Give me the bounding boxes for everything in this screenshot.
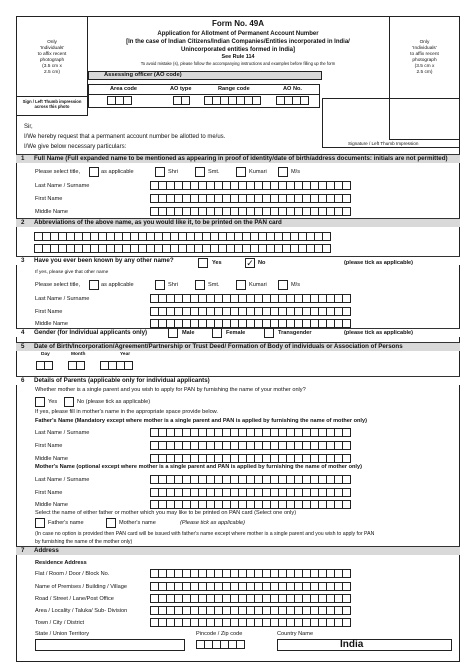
s3-tick-note: (please tick as applicable) [344, 260, 414, 266]
s1-kumari-checkbox[interactable] [236, 167, 246, 177]
s3-if-yes: If yes, please give that other name [35, 270, 109, 275]
char-box[interactable] [342, 307, 351, 316]
s6-mother-last-boxes[interactable] [150, 475, 350, 484]
ao-type-label: AO type [170, 86, 192, 92]
s3-ms-label: M/s [291, 282, 301, 288]
s6-father-last-boxes[interactable] [150, 428, 350, 437]
s1-shri-checkbox[interactable] [155, 167, 165, 177]
s3-first-name-boxes[interactable] [150, 307, 350, 316]
s6-mother-first-label: First Name [35, 490, 63, 496]
particulars-text: I/We give below necessary particulars: [24, 144, 127, 150]
ao-no-label: AO No. [283, 86, 302, 92]
s6-mother-middle-label: Middle Name [35, 502, 68, 508]
char-box[interactable] [342, 606, 351, 615]
s6-tick-note: (Please tick as applicable) [180, 520, 245, 526]
s7-premises-boxes[interactable] [150, 582, 350, 591]
form-title: Application for Allotment of Permanent Account Number [157, 31, 319, 37]
photo-left-text: Only 'Individuals' to affix recent photograph (3.5 cm x 2.5 cm) [37, 40, 67, 75]
form-subtitle-1: [In the case of Indian Citizens/Indian Companies/Entities incorporated in India/ [126, 39, 350, 45]
ao-table-divider [88, 94, 320, 95]
s3-kumari-label: Kumari [249, 282, 267, 288]
s3-no-checkbox[interactable]: ✓ [246, 258, 254, 268]
s6-mother-last-label: Last Name / Surname [35, 477, 90, 483]
s7-area-boxes[interactable] [150, 606, 350, 615]
char-box[interactable] [342, 475, 351, 484]
s3-middle-name-label: Middle Name [35, 321, 68, 327]
s6-father-middle-boxes[interactable] [150, 454, 350, 463]
ao-label: Assessing officer (AO code) [104, 72, 182, 78]
char-box[interactable] [322, 244, 331, 253]
form-instruction-note: To avoid mistake (s), please follow the accompanying instructions and examples before filling up the form [140, 61, 336, 66]
s3-yes-label: Yes [212, 260, 222, 266]
s4-transgender-checkbox[interactable] [264, 328, 274, 338]
s6-if-yes: If yes, please fill in mother's name in the appropriate space provide below. [35, 409, 218, 415]
s5-year-label: Year [120, 352, 131, 357]
s1-middle-name-boxes[interactable] [150, 207, 350, 216]
s3-shri-label: Shri [168, 282, 178, 288]
s6-father-heading: Father's Name (Mandatory except where mother is a single parent and PAN is applied by furnishing the name of mother only) [35, 418, 367, 424]
s2-abbrev-row-1[interactable] [34, 232, 330, 241]
s6-father-last-label: Last Name / Surname [35, 430, 90, 436]
s6-no-label: No (please tick as applicable) [77, 399, 151, 405]
s6-note-line-2: by furnishing the name of the mother only) [35, 539, 133, 545]
section-2-header: 2 Abbreviations of the above name, as you would like it, to be printed on the PAN card [16, 218, 460, 227]
s7-flat-label: Flat / Room / Door / Block No. [35, 571, 110, 577]
s6-mother-heading: Mother's Name (optional except where mother is a single parent and PAN is applied by furnishing the name of mother only) [35, 464, 362, 470]
photo-right-text: Only 'Individuals' to affix recent photograph (3.5 cm x 2.5 cm) [410, 40, 439, 75]
s1-ms-checkbox[interactable] [278, 167, 288, 177]
ao-no-boxes[interactable] [276, 96, 308, 105]
s3-ms-checkbox[interactable] [278, 280, 288, 290]
s6-mothers-name-checkbox[interactable] [106, 518, 116, 528]
char-box[interactable] [342, 569, 351, 578]
s3-last-name-label: Last Name / Surname [35, 296, 90, 302]
s7-country-value: India [340, 639, 364, 650]
char-box[interactable] [342, 441, 351, 450]
s5-year-boxes[interactable] [100, 361, 132, 370]
s7-town-label: Town / City / District [35, 620, 85, 626]
request-text: I/We hereby request that a permanent account number be allotted to me/us. [24, 134, 226, 140]
form-subtitle-2: Unincorporated entities formed in India] [180, 47, 295, 53]
s1-last-name-boxes[interactable] [150, 181, 350, 190]
s4-male-label: Male [182, 330, 195, 336]
s1-select-title-label: Please select title, [35, 169, 81, 175]
char-box[interactable] [342, 319, 351, 328]
s1-first-name-boxes[interactable] [150, 194, 350, 203]
s7-road-label: Road / Street / Lane/Post Office [35, 596, 114, 602]
s6-yes-label: Yes [48, 399, 58, 405]
s6-father-middle-label: Middle Name [35, 456, 68, 462]
s4-male-checkbox[interactable] [168, 328, 178, 338]
s1-title-checkbox[interactable] [89, 167, 99, 177]
s4-transgender-label: Transgender [278, 330, 312, 336]
s3-smt-label: Smt. [208, 282, 220, 288]
s7-country-label: Country Name [277, 631, 314, 637]
s6-no-checkbox[interactable] [64, 397, 74, 407]
s1-shri-label: Shri [168, 169, 178, 175]
char-box[interactable] [342, 181, 351, 190]
section-6-header: 6 Details of Parents (applicable only for individual applicants) [16, 376, 460, 385]
s6-mother-middle-boxes[interactable] [150, 500, 350, 509]
s4-female-label: Female [226, 330, 246, 336]
section-5-header: 5 Date of Birth/Incorporation/Agreement/Partnership or Trust Deed/ Formation of Body of individuals or Association of Persons [16, 342, 460, 351]
s6-fathers-name-label: Father's name [48, 520, 84, 526]
s5-day-label: Day [41, 352, 50, 357]
char-box[interactable] [342, 454, 351, 463]
salutation: Sir, [24, 124, 33, 130]
s4-female-checkbox[interactable] [212, 328, 222, 338]
char-box[interactable] [342, 428, 351, 437]
s7-state-field[interactable] [35, 639, 185, 651]
s7-premises-label: Name of Premises / Building / Village [35, 584, 127, 590]
char-box[interactable] [342, 594, 351, 603]
s3-yes-checkbox[interactable] [198, 258, 208, 268]
s1-first-name-label: First Name [35, 196, 63, 202]
s6-select-text: Select the name of either father or mother which you may like to be printed on PAN card (Select one only) [35, 510, 297, 516]
s3-as-applicable: as applicable [101, 282, 134, 288]
char-box[interactable] [342, 194, 351, 203]
ao-range-code-boxes[interactable] [204, 96, 260, 105]
s1-ms-label: M/s [291, 169, 301, 175]
ao-area-code-boxes[interactable] [107, 96, 131, 105]
s1-smt-label: Smt. [208, 169, 220, 175]
ao-area-code-label: Area code [110, 86, 138, 92]
char-box[interactable] [322, 232, 331, 241]
form-number: Form No. 49A [211, 19, 264, 28]
s1-smt-checkbox[interactable] [195, 167, 205, 177]
s3-title-checkbox[interactable] [89, 280, 99, 290]
s3-middle-name-boxes[interactable] [150, 319, 350, 328]
s6-fathers-name-checkbox[interactable] [35, 518, 45, 528]
s6-father-first-boxes[interactable] [150, 441, 350, 450]
photo-left-divider [16, 96, 88, 97]
s3-last-name-boxes[interactable] [150, 294, 350, 303]
char-box[interactable] [342, 500, 351, 509]
s7-flat-boxes[interactable] [150, 569, 350, 578]
s7-pincode-boxes[interactable] [196, 640, 244, 649]
s6-yes-checkbox[interactable] [35, 397, 45, 407]
s6-father-first-label: First Name [35, 443, 63, 449]
s3-first-name-label: First Name [35, 309, 63, 315]
s7-country-field[interactable] [277, 639, 452, 651]
section-4-header: 4 Gender (for Individual applicants only) [16, 328, 460, 337]
signature-caption: Signature / Left Thumb Impression [348, 141, 419, 146]
photo-left-sign-caption: Sign / Left Thumb impression across this photo [22, 99, 82, 109]
ao-range-code-label: Range code [218, 86, 250, 92]
s1-last-name-label: Last Name / Surname [35, 183, 90, 189]
s6-mothers-name-label: Mother's name [119, 520, 156, 526]
s1-as-applicable: as applicable [101, 169, 134, 175]
char-box[interactable] [342, 207, 351, 216]
s1-middle-name-label: Middle Name [35, 209, 68, 215]
s6-mother-first-boxes[interactable] [150, 488, 350, 497]
s7-road-boxes[interactable] [150, 594, 350, 603]
s3-shri-checkbox[interactable] [155, 280, 165, 290]
s1-kumari-label: Kumari [249, 169, 267, 175]
s5-month-label: Month [71, 352, 86, 357]
char-box[interactable] [342, 294, 351, 303]
section-1-header: 1 Full Name (Full expanded name to be mentioned as appearing in proof of identity/date of birth/address documents: initials are not permitted) [16, 154, 460, 163]
s5-month-boxes[interactable] [68, 361, 84, 370]
s6-note-line-1: (In case no option is provided then PAN card will be issued with father's name except where mother is a single parent and you wish to apply for PAN [35, 531, 375, 537]
s3-smt-checkbox[interactable] [195, 280, 205, 290]
s3-no-label: No [258, 260, 266, 266]
char-box[interactable] [342, 488, 351, 497]
s7-state-label: State / Union Territory [35, 631, 89, 637]
s3-kumari-checkbox[interactable] [236, 280, 246, 290]
form-rule: See Rule 114 [221, 54, 255, 60]
section-3-header: 3 Have you ever been known by any other name? [16, 256, 460, 265]
s2-abbrev-row-2[interactable] [34, 244, 330, 253]
s7-residence-heading: Residence Address [35, 560, 87, 566]
s7-area-label: Area / Locality / Taluka/ Sub- Division [35, 608, 128, 614]
char-box[interactable] [342, 582, 351, 591]
char-box[interactable] [342, 618, 351, 627]
section-7-header: 7 Address [16, 546, 460, 555]
s5-day-boxes[interactable] [36, 361, 52, 370]
s3-select-title-label: Please select title, [35, 282, 81, 288]
ao-type-boxes[interactable] [173, 96, 189, 105]
s7-town-boxes[interactable] [150, 618, 350, 627]
s7-pincode-label: Pincode / Zip code [196, 631, 243, 637]
s6-question: Whether mother is a single parent and you wish to apply for PAN by furnishing the name of your mother only? [35, 387, 306, 393]
s4-tick-note: (please tick as applicable) [344, 330, 414, 336]
